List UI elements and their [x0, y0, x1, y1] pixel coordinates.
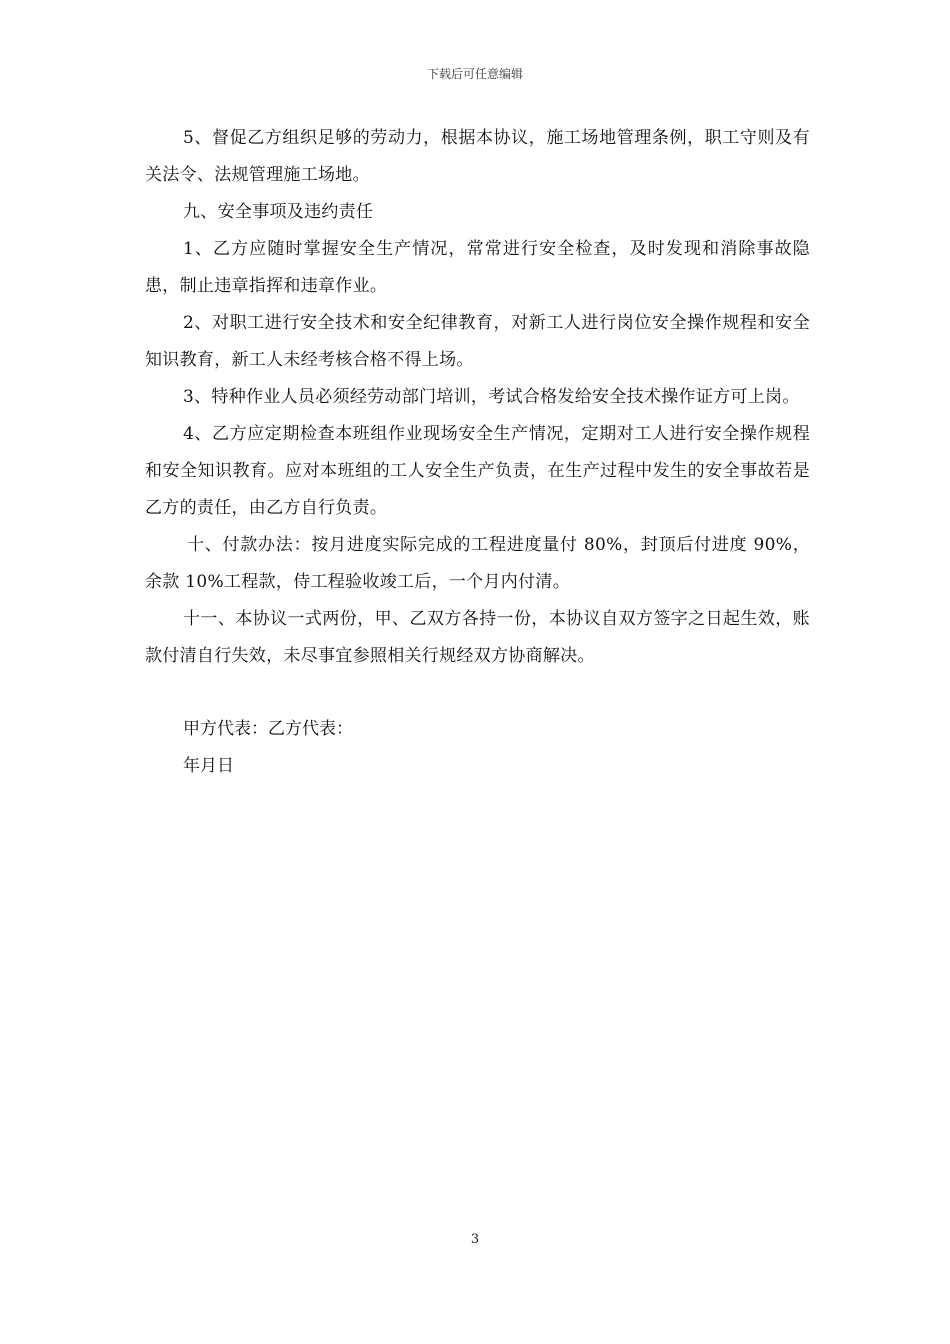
signature-date: 年月日 [183, 756, 234, 776]
agreement-clause: 十一、本协议一式两份，甲、乙双方各持一份，本协议自双方签字之日起生效，账款付清自行失效，未尽事宜参照相关行规经双方协商解决。 [145, 609, 810, 666]
clause-paragraph: 5、督促乙方组织足够的劳动力，根据本协议，施工场地管理条例，职工守则及有关法令、法规管理施工场地。 [145, 128, 810, 185]
payment-clause: 十、付款办法：按月进度实际完成的工程进度量付 80%，封顶后付进度 90%，余款 10%工程款，侍工程验收竣工后，一个月内付清。 [145, 535, 810, 592]
document-body [145, 120, 810, 785]
section-heading: 九、安全事项及违约责任 [183, 202, 374, 222]
page-header-note: 下载后可任意编辑 [426, 67, 523, 81]
clause-paragraph: 4、乙方应定期检查本班组作业现场安全生产情况，定期对工人进行安全操作规程和安全知识教育。应对本班组的工人安全生产负责，在生产过程中发生的安全事故若是乙方的责任，由乙方自行负责。 [145, 424, 810, 518]
clause-paragraph: 2、对职工进行安全技术和安全纪律教育，对新工人进行岗位安全操作规程和安全知识教育，新工人未经考核合格不得上场。 [145, 313, 810, 370]
clause-paragraph: 1、乙方应随时掌握安全生产情况，常常进行安全检查，及时发现和消除事故隐患，制止违章指挥和违章作业。 [145, 239, 810, 296]
clause-paragraph: 3、特种作业人员必须经劳动部门培训，考试合格发给安全技术操作证方可上岗。 [183, 387, 800, 407]
page-number: 3 [470, 1232, 480, 1247]
signature-representatives: 甲方代表：乙方代表： [183, 719, 353, 739]
spacer [145, 675, 810, 711]
